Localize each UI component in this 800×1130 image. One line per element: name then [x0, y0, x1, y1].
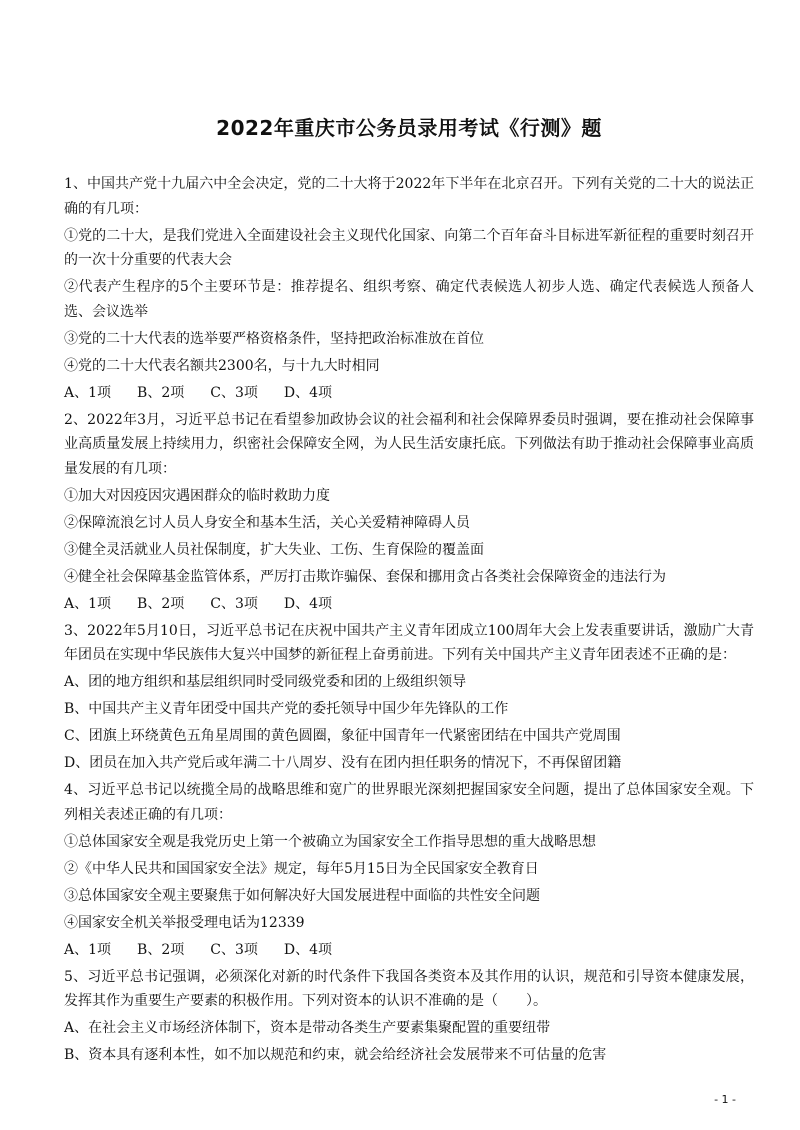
option-b: B、资本具有逐利本性，如不加以规范和约束，就会给经济社会发展带来不可估量的危害 — [64, 1047, 607, 1063]
choice-d: D、4项 — [283, 595, 332, 612]
question-stem: 1、中国共产党十九届六中全会决定，党的二十大将于2022年下半年在北京召开。下列有关党的二十大的说法正确的有几项： — [64, 176, 754, 217]
statement-item: ①党的二十大，是我们党进入全面建设社会主义现代化国家、向第二个百年奋斗目标进军新征程的重要时刻召开的一次十分重要的代表大会 — [64, 227, 754, 268]
statement-item: ②代表产生程序的5个主要环节是：推荐提名、组织考察、确定代表候选人初步人选、确定代表候选人预备人选、会议选举 — [64, 279, 754, 320]
choice-a: A、1项 — [64, 595, 112, 612]
statement-item: ④党的二十大代表名额共2300名，与十九大时相同 — [64, 357, 380, 374]
option-b: B、中国共产主义青年团受中国共产党的委托领导中国少年先锋队的工作 — [64, 701, 509, 717]
question-5 — [64, 965, 754, 1068]
option-a: A、团的地方组织和基层组织同时受同级党委和团的上级组织领导 — [64, 674, 467, 690]
answer-choices — [64, 938, 754, 963]
choice-b: B、2项 — [137, 941, 185, 958]
statement-item: ③党的二十大代表的选举要严格资格条件，坚持把政治标准放在首位 — [64, 330, 484, 347]
choice-a: A、1项 — [64, 384, 112, 401]
statement-item: ④健全社会保障基金监管体系，严厉打击欺诈骗保、套保和挪用贪占各类社会保障资金的违法行为 — [64, 568, 666, 585]
choice-d: D、4项 — [283, 941, 332, 958]
choice-d: D、4项 — [283, 384, 332, 401]
question-stem: 2、2022年3月，习近平总书记在看望参加政协会议的社会福利和社会保障界委员时强调，要在推动社会保障事业高质量发展上持续用力，织密社会保障安全网，为人民生活安康托底。下列做法有助于推动社会保障事业高质量发展的有几项： — [64, 411, 754, 477]
choice-a: A、1项 — [64, 941, 112, 958]
statement-item: ①加大对因疫因灾遇困群众的临时救助力度 — [64, 487, 330, 504]
choice-b: B、2项 — [137, 384, 185, 401]
statement-item: ①总体国家安全观是我党历史上第一个被确立为国家安全工作指导思想的重大战略思想 — [64, 833, 596, 850]
option-c: C、团旗上环绕黄色五角星周围的黄色圆圈，象征中国青年一代紧密团结在中国共产党周围 — [64, 728, 621, 744]
question-stem: 3、2022年5月10日，习近平总书记在庆祝中国共产主义青年团成立100周年大会上发表重要讲话，激励广大青年团员在实现中华民族伟大复兴中国梦的新征程上奋勇前进。下列有关中国共产主义青年团表述不正确的是： — [64, 622, 754, 663]
page-number: - 1 - — [714, 1093, 736, 1106]
question-4 — [64, 778, 754, 962]
question-stem: 5、习近平总书记强调，必须深化对新的时代条件下我国各类资本及其作用的认识，规范和引导资本健康发展，发挥其作为重要生产要素的积极作用。下列对资本的认识不准确的是（ ）。 — [64, 968, 754, 1009]
choice-c: C、3项 — [210, 595, 258, 612]
question-1 — [64, 172, 754, 405]
option-a: A、在社会主义市场经济体制下，资本是带动各类生产要素集聚配置的重要纽带 — [64, 1020, 551, 1036]
question-list — [64, 172, 754, 1070]
statement-item: ②保障流浪乞讨人员人身安全和基本生活，关心关爱精神障碍人员 — [64, 514, 470, 531]
question-stem: 4、习近平总书记以统揽全局的战略思维和宽广的世界眼光深刻把握国家安全问题，提出了总体国家安全观。下列相关表述正确的有几项： — [64, 782, 754, 823]
option-d: D、团员在加入共产党后或年满二十八周岁、没有在团内担任职务的情况下，不再保留团籍 — [64, 755, 622, 771]
answer-choices — [64, 381, 754, 406]
answer-choices — [64, 592, 754, 617]
choice-c: C、3项 — [210, 941, 258, 958]
statement-item: ③总体国家安全观主要聚焦于如何解决好大国发展进程中面临的共性安全问题 — [64, 887, 540, 904]
statement-item: ④国家安全机关举报受理电话为12339 — [64, 914, 305, 931]
question-2 — [64, 408, 754, 617]
statement-item: ②《中华人民共和国国家安全法》规定，每年5月15日为全民国家安全教育日 — [64, 860, 539, 877]
question-3 — [64, 619, 754, 776]
page-title: 2022年重庆市公务员录用考试《行测》题 — [216, 116, 602, 140]
choice-c: C、3项 — [210, 384, 258, 401]
statement-item: ③健全灵活就业人员社保制度，扩大失业、工伤、生育保险的覆盖面 — [64, 541, 484, 558]
choice-b: B、2项 — [137, 595, 185, 612]
